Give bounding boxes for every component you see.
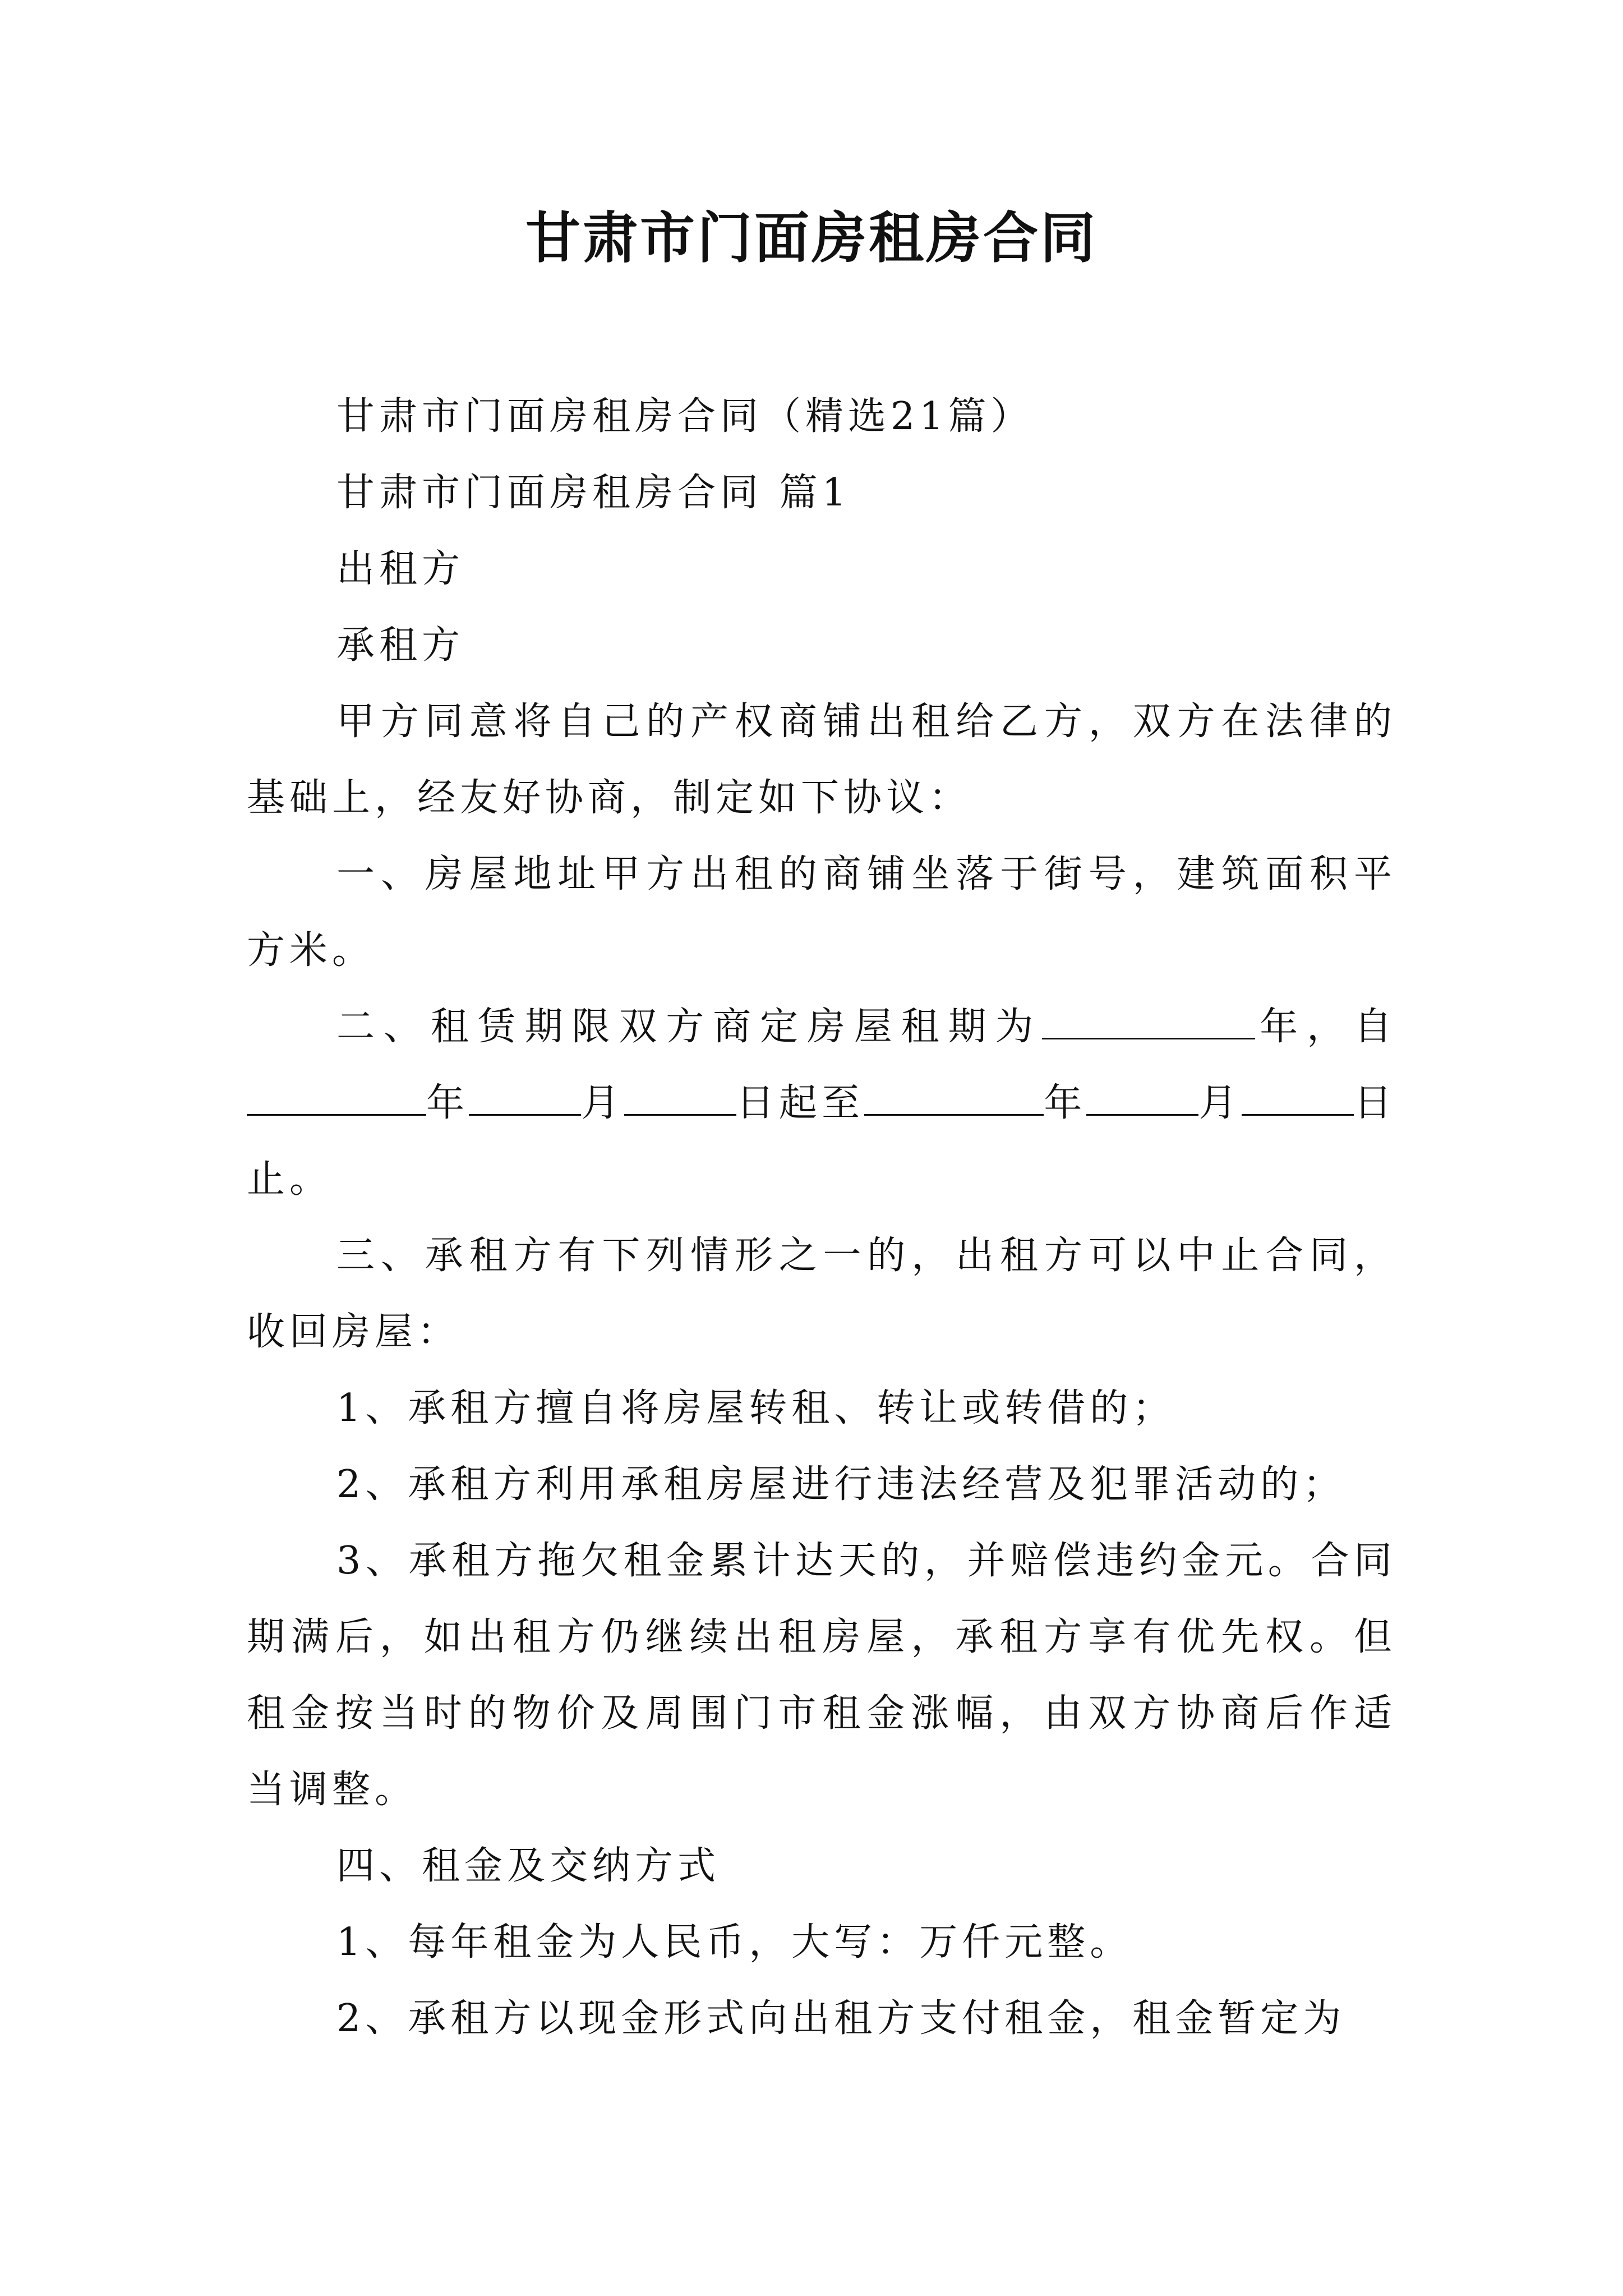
termination-item-1: 1、承租方擅自将房屋转租、转让或转借的； [336, 1386, 1175, 1430]
termination-item-3: 3、承租方拖欠租金累计达天的，并赔偿违约金元。合同期满后，如出租方仍继续出租房屋，承租方享有优先权。但租金按当时的物价及周围门市租金涨幅，由双方协商后作适当调整。 [247, 1539, 1396, 1812]
blank-end-day [1242, 1077, 1354, 1116]
clause-term [247, 989, 1396, 1218]
clause-term-text-a: 二、租赁期限双方商定房屋租期为 [336, 1005, 1043, 1049]
lessor-label: 出租方 [336, 547, 465, 591]
document-body [247, 379, 1396, 2057]
lessee-label: 承租方 [336, 623, 465, 668]
blank-start-month [469, 1077, 581, 1116]
clause-termination: 三、承租方有下列情形之一的，出租方可以中止合同，收回房屋： [247, 1234, 1396, 1354]
blank-end-month [1086, 1077, 1198, 1116]
clause-term-text-d: 月 [581, 1081, 624, 1125]
clause-rent-heading: 四、租金及交纳方式 [336, 1844, 721, 1888]
clause-address: 一、房屋地址甲方出租的商铺坐落于街号，建筑面积平方米。 [247, 852, 1396, 973]
blank-end-year [864, 1077, 1044, 1116]
rent-item-1: 1、每年租金为人民币，大写：万仟元整。 [336, 1920, 1133, 1964]
clause-term-text-h: 日止。 [247, 1081, 1396, 1202]
clause-term-text-g: 月 [1198, 1081, 1242, 1125]
clause-term-text-b: 年，自 [1255, 1005, 1396, 1049]
termination-item-2: 2、承租方利用承租房屋进行违法经营及犯罪活动的； [336, 1462, 1346, 1507]
rent-item-2: 2、承租方以现金形式向出租方支付租金，租金暂定为 [336, 1996, 1346, 2041]
clause-term-text-c: 年 [426, 1081, 469, 1125]
intro-paragraph: 甲方同意将自己的产权商铺出租给乙方，双方在法律的基础上，经友好协商，制定如下协议： [247, 700, 1396, 820]
blank-term-years [1042, 1001, 1255, 1039]
clause-term-text-f: 年 [1044, 1081, 1087, 1125]
section-heading: 甘肃市门面房租房合同 篇1 [336, 471, 851, 515]
document-title: 甘肃市门面房租房合同 [525, 206, 1098, 270]
blank-start-year [247, 1077, 426, 1116]
clause-term-text-e: 日起至 [736, 1081, 865, 1125]
subtitle-paragraph: 甘肃市门面房租房合同（精选21篇） [336, 394, 1034, 439]
blank-start-day [624, 1077, 736, 1116]
